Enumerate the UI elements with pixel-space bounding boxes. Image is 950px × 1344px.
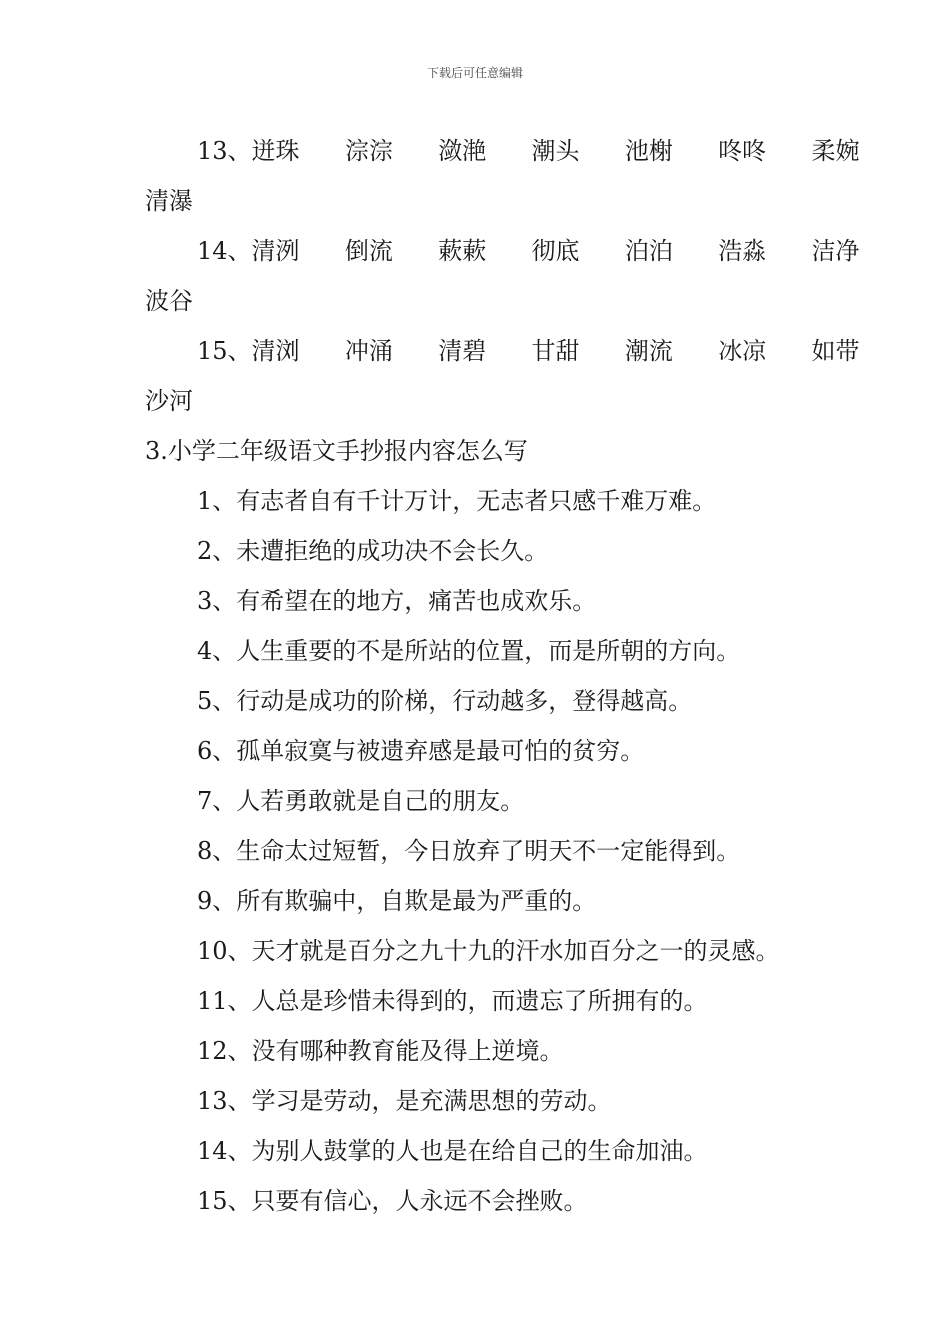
word: 甘甜 — [531, 337, 580, 365]
quote-item: 6、孤单寂寞与被遗弃感是最可怕的贫穷。 — [197, 737, 645, 765]
quote-item: 9、所有欺骗中，自欺是最为严重的。 — [197, 887, 597, 915]
section-title: 3.小学二年级语文手抄报内容怎么写 — [145, 437, 528, 465]
word-group-number: 13、 — [197, 137, 252, 165]
word-group-15 — [145, 326, 860, 376]
quote-item: 2、未遭拒绝的成功决不会长久。 — [197, 537, 549, 565]
word: 潮头 — [531, 137, 580, 165]
quote-item: 7、人若勇敢就是自己的朋友。 — [197, 787, 525, 815]
word: 泊泊 — [624, 237, 673, 265]
word: 潮流 — [624, 337, 673, 365]
word: 池榭 — [624, 137, 673, 165]
word: 如带 — [811, 337, 860, 365]
word-group-number: 14、 — [197, 237, 252, 265]
word: 淙淙 — [344, 137, 393, 165]
quote-item: 12、没有哪种教育能及得上逆境。 — [197, 1037, 564, 1065]
word-group-continuation: 沙河 — [145, 387, 193, 415]
word: 清碧 — [438, 337, 487, 365]
word: 迸珠 — [251, 137, 300, 165]
quote-item: 13、学习是劳动，是充满思想的劳动。 — [197, 1087, 612, 1115]
page-header: 下载后可任意编辑 — [426, 66, 523, 80]
word: 洁净 — [811, 237, 860, 265]
quote-item: 3、有希望在的地方，痛苦也成欢乐。 — [197, 587, 597, 615]
word: 倒流 — [344, 237, 393, 265]
quote-item: 5、行动是成功的阶梯，行动越多，登得越高。 — [197, 687, 693, 715]
word: 彻底 — [531, 237, 580, 265]
word: 潋滟 — [438, 137, 487, 165]
quote-item: 14、为别人鼓掌的人也是在给自己的生命加油。 — [197, 1137, 708, 1165]
quote-item: 1、有志者自有千计万计，无志者只感千难万难。 — [197, 487, 717, 515]
word-group-number: 15、 — [197, 337, 252, 365]
word: 柔婉 — [811, 137, 860, 165]
word-group-14 — [145, 226, 860, 276]
word: 蔌蔌 — [438, 237, 487, 265]
quote-item: 15、只要有信心，人永远不会挫败。 — [197, 1187, 588, 1215]
word-group-13 — [145, 126, 860, 176]
quote-item: 4、人生重要的不是所站的位置，而是所朝的方向。 — [197, 637, 741, 665]
word-list — [252, 126, 860, 176]
word: 冲涌 — [344, 337, 393, 365]
quote-item: 8、生命太过短暂，今日放弃了明天不一定能得到。 — [197, 837, 741, 865]
word-list — [252, 226, 860, 276]
quote-item: 10、天才就是百分之九十九的汗水加百分之一的灵感。 — [197, 937, 780, 965]
word-list — [252, 326, 860, 376]
word-group-continuation: 清瀑 — [145, 187, 193, 215]
word: 浩淼 — [718, 237, 767, 265]
word: 清洌 — [251, 237, 300, 265]
quote-item: 11、人总是珍惜未得到的，而遗忘了所拥有的。 — [197, 987, 708, 1015]
word: 冰凉 — [718, 337, 767, 365]
document-body — [145, 126, 860, 1226]
word-group-continuation: 波谷 — [145, 287, 193, 315]
word: 咚咚 — [718, 137, 767, 165]
word: 清浏 — [251, 337, 300, 365]
